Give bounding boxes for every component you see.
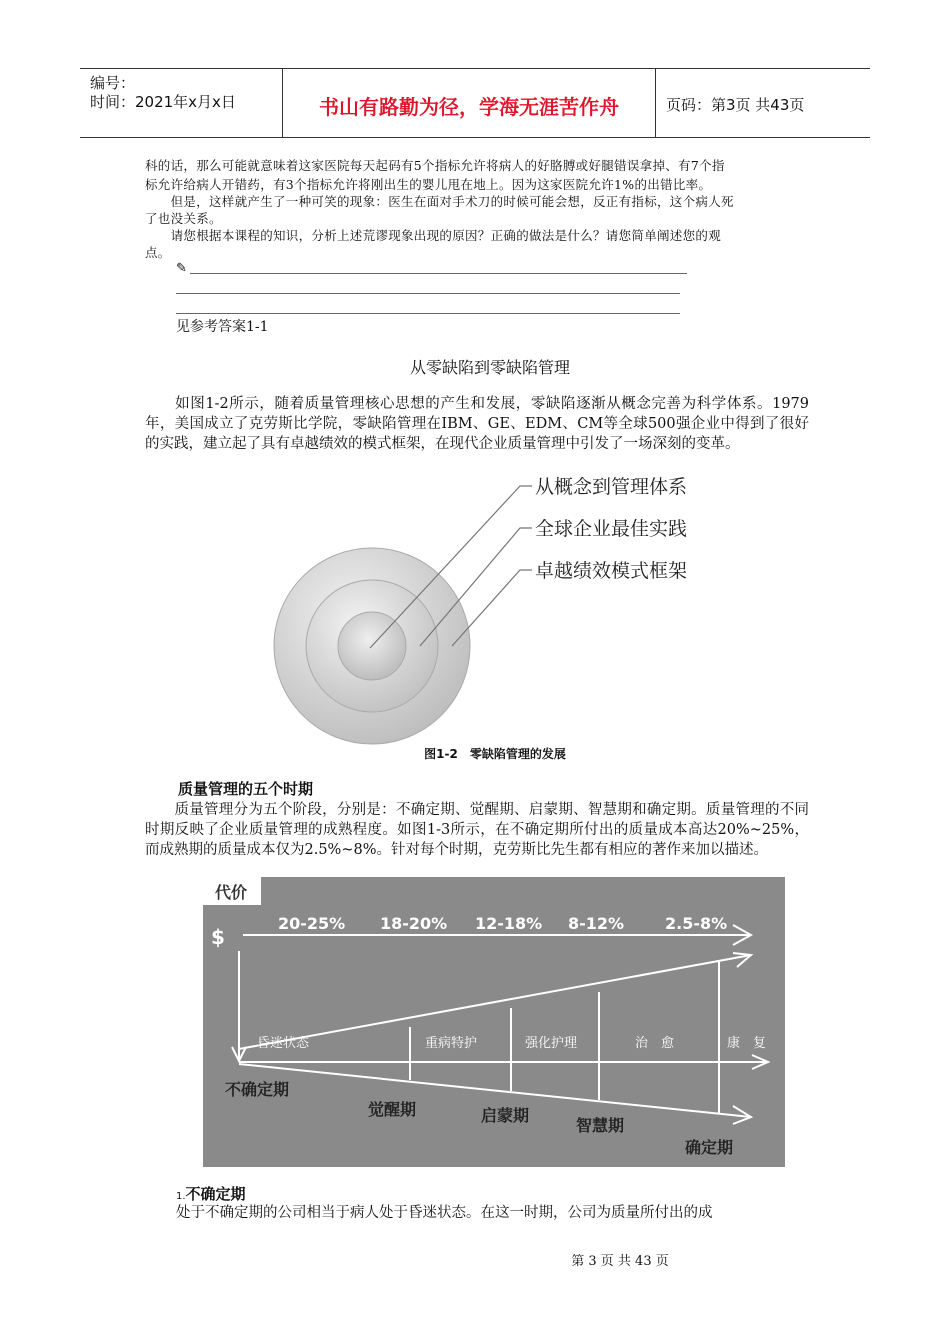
figure-zero-defect-development xyxy=(270,470,740,745)
state-label: 重病特护 xyxy=(425,1036,478,1051)
page-footer: 第 3 页 共 43 页 xyxy=(571,1254,669,1269)
state-label: 康 复 xyxy=(727,1036,767,1051)
period-label: 不确定期 xyxy=(225,1080,290,1099)
percentage-label: 8-12% xyxy=(568,914,625,933)
case-line: 了也没关系。 xyxy=(145,211,222,226)
case-line: 标允许给病人开错药，有3个指标允许将刚出生的婴儿甩在地上。因为这家医院允许1%的出错比率。 xyxy=(145,177,712,192)
section-heading: 质量管理的五个时期 xyxy=(178,780,314,798)
answer-line xyxy=(176,313,680,314)
figure-label: 卓越绩效模式框架 xyxy=(535,560,688,582)
state-label: 昏迷状态 xyxy=(257,1036,310,1051)
page-header xyxy=(80,68,870,138)
subsection-number: 1. xyxy=(176,1191,186,1202)
case-line: 请您根据本课程的知识，分析上述荒谬现象出现的原因？正确的做法是什么？请您简单阐述您的观 xyxy=(145,228,722,243)
state-label: 治 愈 xyxy=(635,1036,675,1051)
header-center-cell xyxy=(283,69,656,137)
motto: 书山有路勤为径，学海无涯苦作舟 xyxy=(319,95,619,119)
period-label: 智慧期 xyxy=(576,1116,625,1135)
answer-line xyxy=(176,293,680,294)
figure-label: 从概念到管理体系 xyxy=(535,476,688,498)
page-label: 页码：第3页 共43页 xyxy=(666,96,805,114)
dollar-label: $ xyxy=(211,925,225,949)
intro-paragraph: 如图1-2所示，随着质量管理核心思想的产生和发展，零缺陷逐渐从概念完善为科学体系。1979年，美国成立了克劳斯比学院，零缺陷管理在IBM、GE、EDM、CM等全球500强企业中得到了很好的实践，建立起了具有卓越绩效的模式框架，在现代企业质量管理中引发了一场深刻的变革。 xyxy=(145,396,809,452)
subsection-text: 处于不确定期的公司相当于病人处于昏迷状态。在这一时期，公司为质量所付出的成 xyxy=(176,1205,713,1221)
section-title: 从零缺陷到零缺陷管理 xyxy=(409,358,570,377)
answer-line xyxy=(190,273,687,274)
five-periods-paragraph: 质量管理分为五个阶段，分别是：不确定期、觉醒期、启蒙期、智慧期和确定期。质量管理的不同时期反映了企业质量管理的成熟程度。如图1-3所示，在不确定期所付出的质量成本高达20%~25%，而成熟期的质量成本仅为2.5%~8%。针对每个时期，克劳斯比先生都有相应的著作来加以描述。 xyxy=(145,802,809,858)
case-line: 但是，这样就产生了一种可笑的现象：医生在面对手术刀的时候可能会想，反正有指标，这个病人死 xyxy=(145,194,734,209)
number-label: 编号： xyxy=(90,74,136,92)
case-line: 点。 xyxy=(145,245,171,260)
figure-five-periods xyxy=(203,877,785,1167)
subsection-title: 不确定期 xyxy=(185,1185,246,1203)
period-label: 确定期 xyxy=(685,1138,734,1157)
period-label: 觉醒期 xyxy=(368,1100,417,1119)
figure-label: 全球企业最佳实践 xyxy=(535,518,688,540)
percentage-label: 20-25% xyxy=(278,914,346,933)
percentage-label: 2.5-8% xyxy=(665,914,728,933)
case-line: 科的话，那么可能就意味着这家医院每天起码有5个指标允许将病人的好胳膊或好腿错误拿掉、有7个指 xyxy=(145,158,725,173)
period-label: 启蒙期 xyxy=(481,1106,530,1125)
percentage-label: 18-20% xyxy=(380,914,448,933)
date-label: 时间：2021年x月x日 xyxy=(90,93,236,111)
subsection-heading xyxy=(176,1183,246,1204)
state-label: 强化护理 xyxy=(525,1036,578,1051)
figure-caption: 图1-2 零缺陷管理的发展 xyxy=(424,747,566,761)
header-right-cell xyxy=(656,69,870,137)
answer-reference: 见参考答案1-1 xyxy=(176,319,269,335)
percentage-label: 12-18% xyxy=(475,914,543,933)
header-left-cell xyxy=(80,69,283,137)
pen-icon: ✎ xyxy=(176,261,187,276)
cost-label: 代价 xyxy=(215,883,248,902)
